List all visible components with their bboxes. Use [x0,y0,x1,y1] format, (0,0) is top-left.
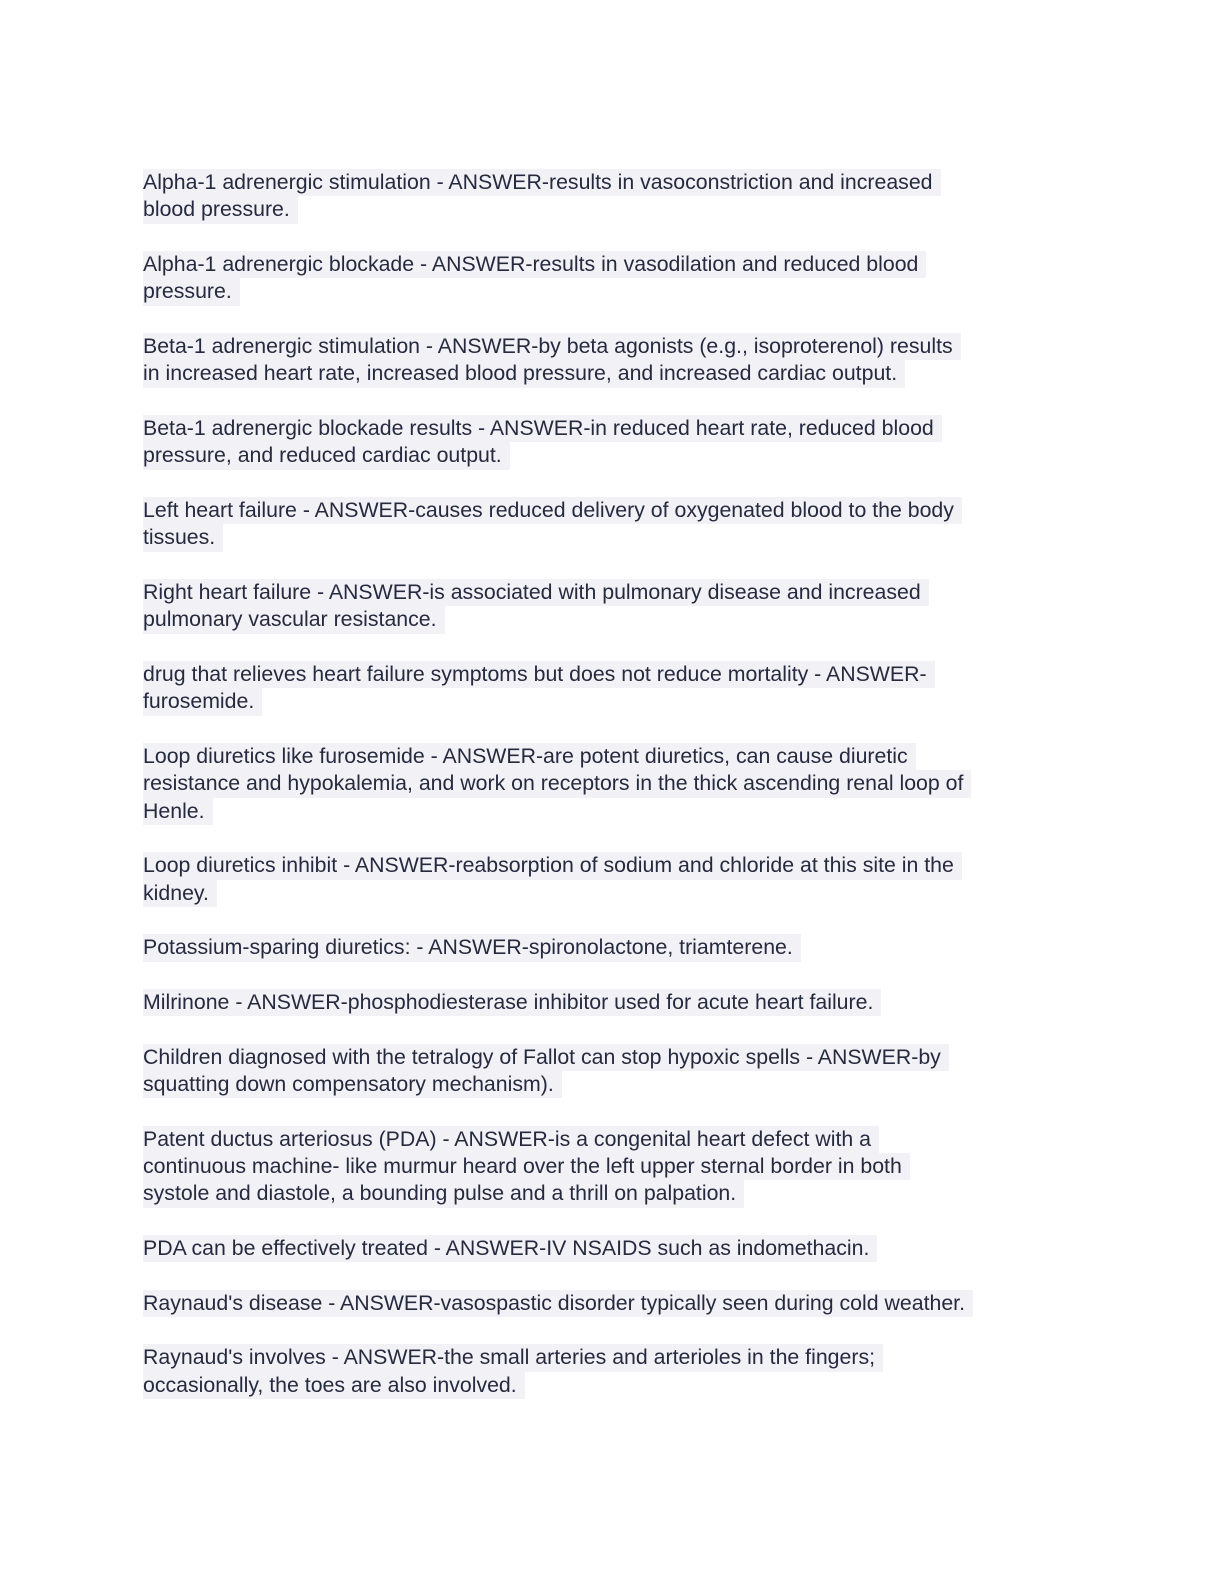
qa-entry-line: tissues. [143,524,223,551]
qa-entry-line: Raynaud's involves - ANSWER-the small arteries and arterioles in the fingers; [143,1344,883,1371]
qa-entry-line: drug that relieves heart failure symptoms but does not reduce mortality - ANSWER- [143,661,935,688]
qa-entry-line: Left heart failure - ANSWER-causes reduced delivery of oxygenated blood to the body [143,497,962,524]
qa-entry [143,1044,1073,1099]
qa-entry [143,934,1073,961]
qa-entry-line: Loop diuretics inhibit - ANSWER-reabsorption of sodium and chloride at this site in the [143,852,962,879]
document-body [143,169,1073,1426]
qa-entry [143,251,1073,306]
qa-entry [143,333,1073,388]
qa-entry-line: Beta-1 adrenergic stimulation - ANSWER-by beta agonists (e.g., isoproterenol) results [143,333,961,360]
qa-entry-line: Loop diuretics like furosemide - ANSWER-are potent diuretics, can cause diuretic [143,743,916,770]
qa-entry [143,497,1073,552]
qa-entry [143,852,1073,907]
qa-entry-line: Alpha-1 adrenergic stimulation - ANSWER-results in vasoconstriction and increased [143,169,941,196]
qa-entry-line: systole and diastole, a bounding pulse and a thrill on palpation. [143,1180,744,1207]
qa-entry-line: furosemide. [143,688,262,715]
qa-entry-line: squatting down compensatory mechanism). [143,1071,562,1098]
qa-entry [143,415,1073,470]
qa-entry-line: Children diagnosed with the tetralogy of Fallot can stop hypoxic spells - ANSWER-by [143,1044,949,1071]
qa-entry [143,579,1073,634]
qa-entry-line: blood pressure. [143,196,298,223]
qa-entry [143,743,1073,825]
qa-entry-line: Beta-1 adrenergic blockade results - ANSWER-in reduced heart rate, reduced blood [143,415,942,442]
qa-entry [143,1235,1073,1262]
qa-entry-line: Milrinone - ANSWER-phosphodiesterase inhibitor used for acute heart failure. [143,989,881,1016]
qa-entry-line: kidney. [143,880,217,907]
qa-entry [143,1290,1073,1317]
qa-entry-line: Henle. [143,798,213,825]
qa-entry-line: Potassium-sparing diuretics: - ANSWER-spironolactone, triamterene. [143,934,801,961]
qa-entry-line: pulmonary vascular resistance. [143,606,445,633]
qa-entry-line: occasionally, the toes are also involved. [143,1372,525,1399]
qa-entry [143,1344,1073,1399]
qa-entry [143,1126,1073,1208]
qa-entry [143,661,1073,716]
qa-entry-line: resistance and hypokalemia, and work on receptors in the thick ascending renal loop of [143,770,971,797]
qa-entry-line: Right heart failure - ANSWER-is associated with pulmonary disease and increased [143,579,929,606]
qa-entry-line: PDA can be effectively treated - ANSWER-IV NSAIDS such as indomethacin. [143,1235,877,1262]
qa-entry-line: Patent ductus arteriosus (PDA) - ANSWER-is a congenital heart defect with a [143,1126,879,1153]
qa-entry [143,169,1073,224]
qa-entry-line: Alpha-1 adrenergic blockade - ANSWER-results in vasodilation and reduced blood [143,251,926,278]
qa-entry-line: in increased heart rate, increased blood pressure, and increased cardiac output. [143,360,905,387]
qa-entry-line: Raynaud's disease - ANSWER-vasospastic disorder typically seen during cold weather. [143,1290,973,1317]
qa-entry-line: pressure, and reduced cardiac output. [143,442,510,469]
qa-entry-line: pressure. [143,278,240,305]
qa-entry-line: continuous machine- like murmur heard over the left upper sternal border in both [143,1153,910,1180]
qa-entry [143,989,1073,1016]
